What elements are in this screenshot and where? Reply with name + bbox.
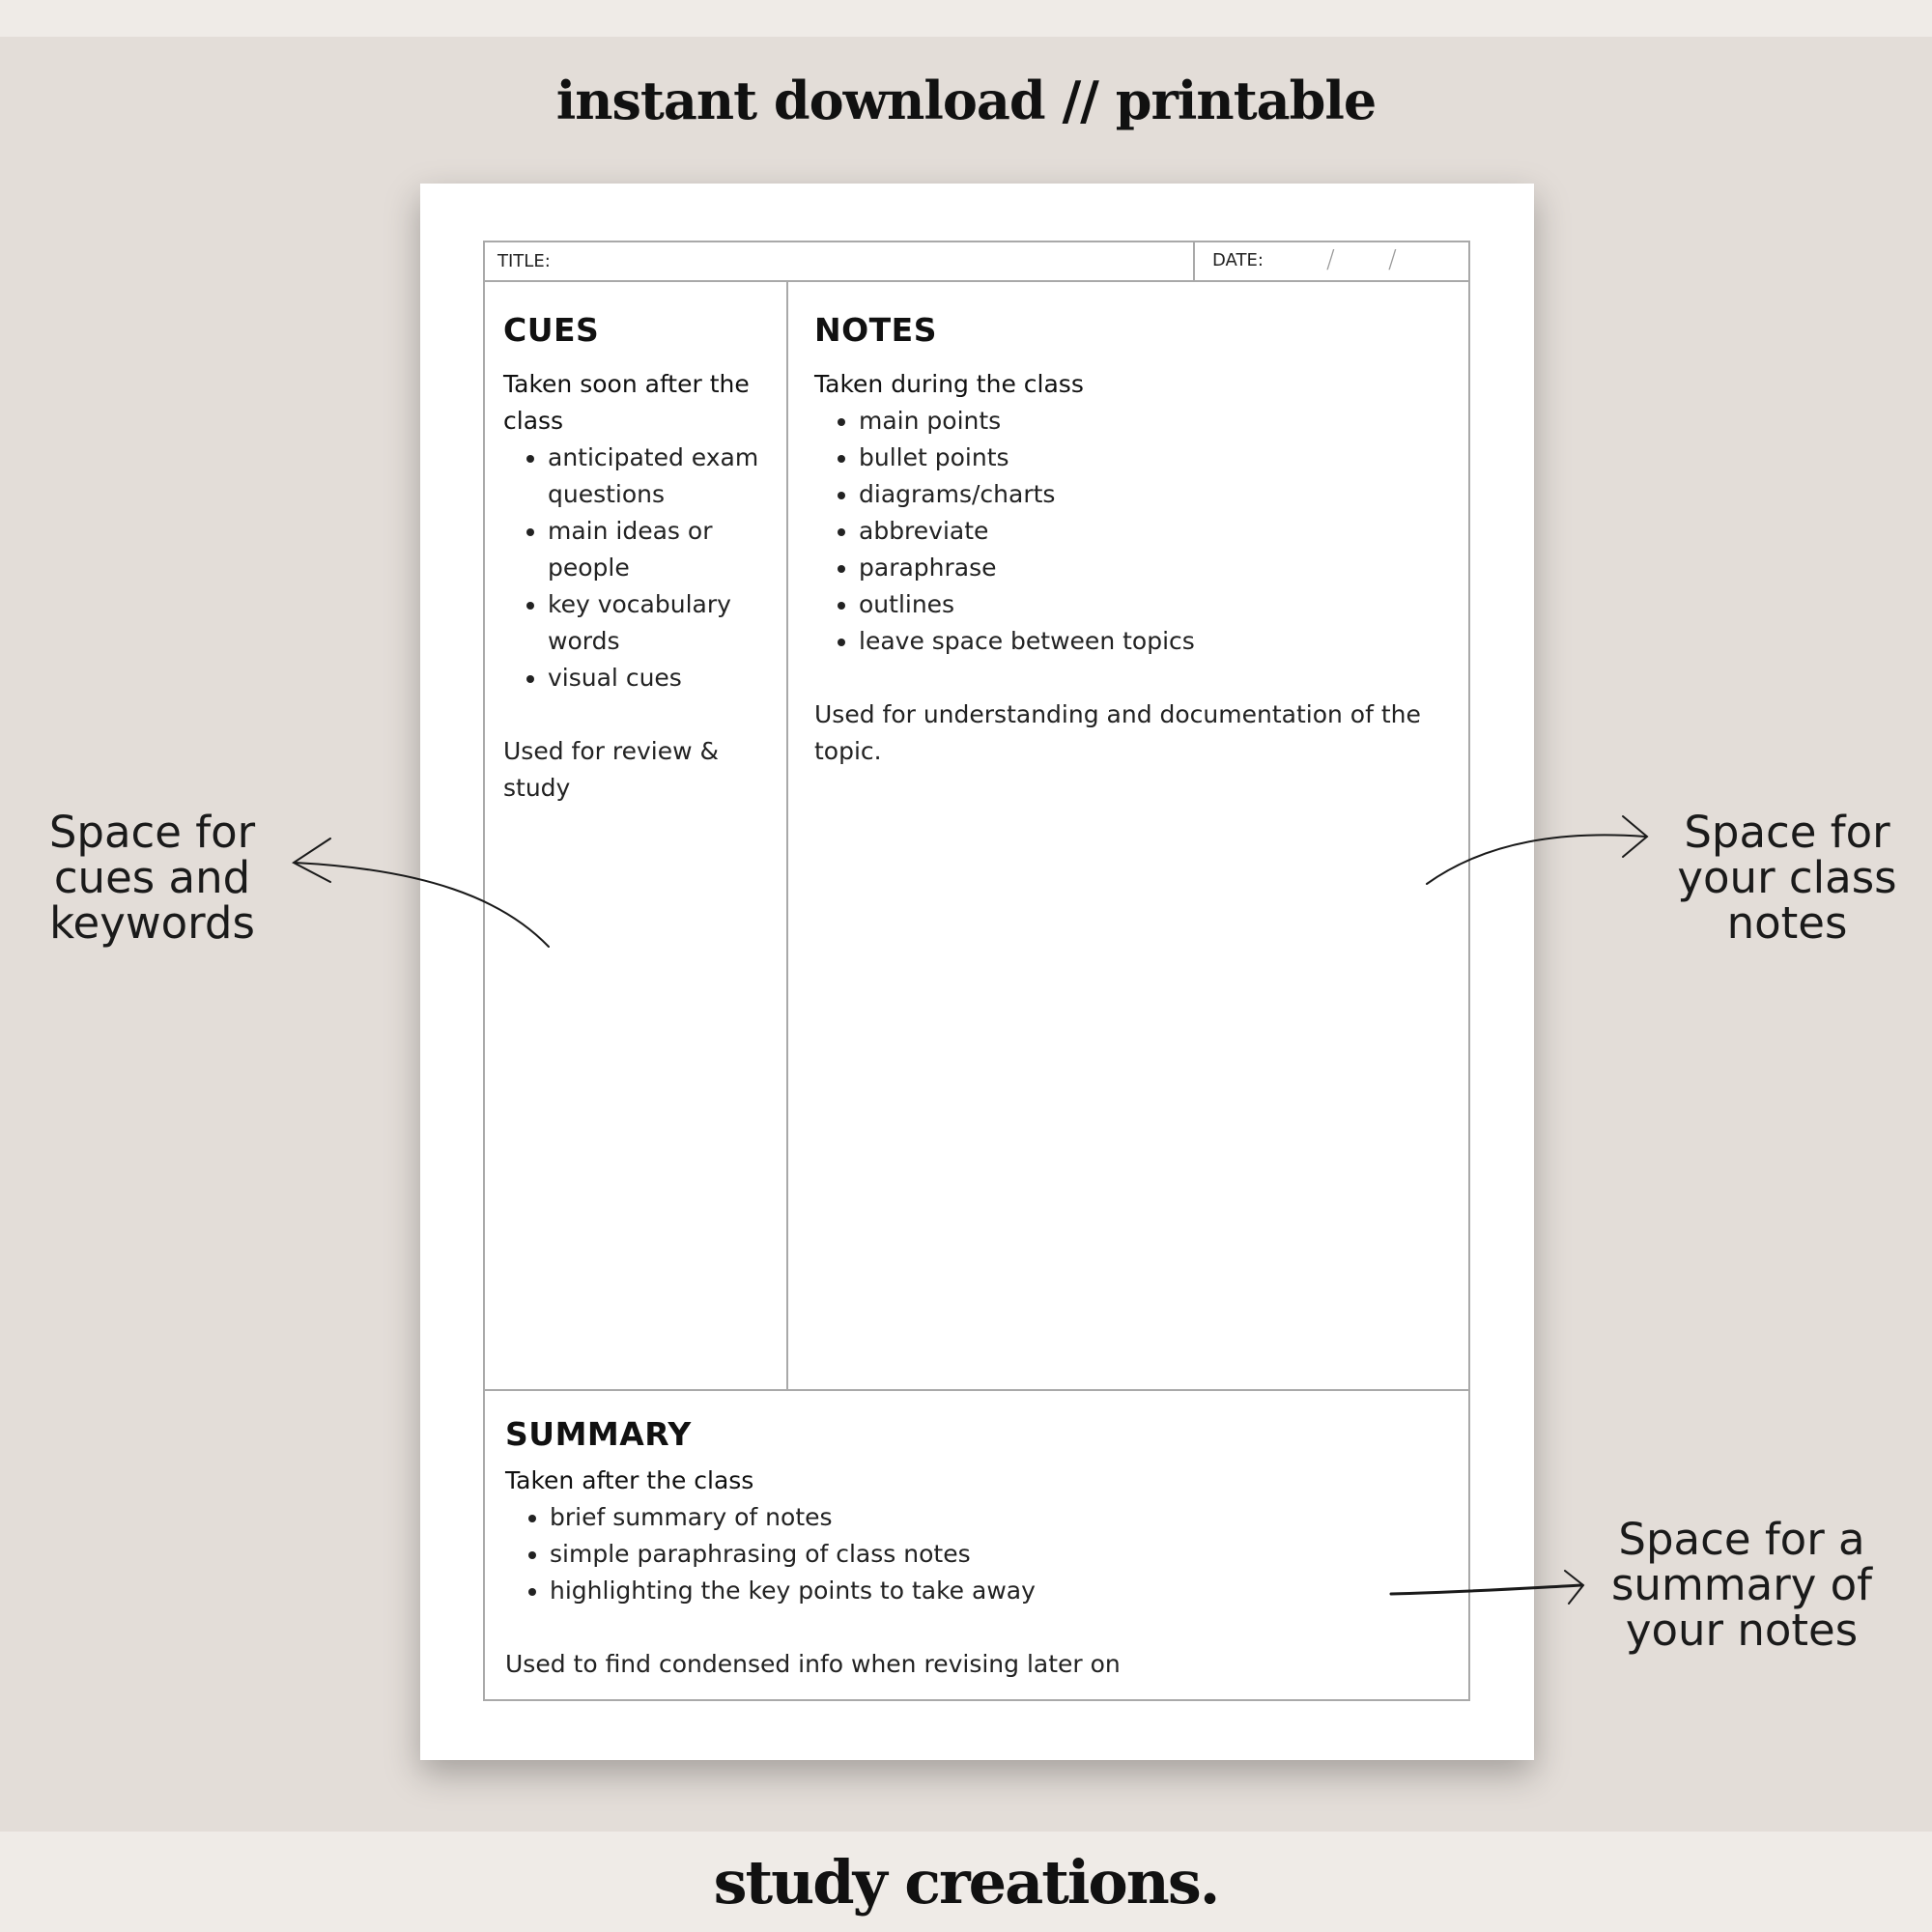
notes-footnote: Used for understanding and documentation of the topic. (814, 700, 1421, 765)
cornell-notes-sheet (420, 184, 1534, 1760)
arrowhead-summary-icon (1565, 1571, 1583, 1604)
callout-line: your notes (1625, 1605, 1859, 1656)
list-item: • abbreviate (859, 513, 1452, 550)
callout-line: your class (1677, 852, 1897, 903)
frame-left (483, 241, 485, 1701)
list-item: • highlighting the key points to take away (550, 1573, 1452, 1609)
callout-line: notes (1726, 897, 1848, 949)
list-item: • leave space between topics (859, 623, 1452, 660)
list-item: • paraphrase (859, 550, 1452, 586)
callout-summary (1592, 1514, 1891, 1656)
list-item: • main points (859, 403, 1452, 440)
callout-line: Space for (1684, 807, 1890, 858)
arrowhead-notes-icon (1623, 816, 1647, 857)
list-item: • brief summary of notes (550, 1499, 1452, 1536)
callout-line: Space for a (1618, 1514, 1865, 1565)
date-divider (1193, 241, 1195, 282)
frame-bottom (483, 1699, 1470, 1701)
callout-line: Space for (48, 807, 256, 858)
list-item: • diagrams/charts (859, 476, 1452, 513)
cues-subheading: Taken soon after the class (503, 370, 750, 435)
list-item: • main ideas or people (548, 513, 779, 586)
callout-line: summary of (1610, 1559, 1873, 1610)
cues-notes-divider (786, 280, 788, 1391)
list-item: • outlines (859, 586, 1452, 623)
summary-subheading: Taken after the class (505, 1466, 754, 1494)
list-item: • key vocabulary words (548, 586, 779, 660)
cues-footnote: Used for review & study (503, 737, 719, 802)
callout-cues (19, 807, 285, 949)
notes-heading: NOTES (814, 311, 937, 349)
list-item: • visual cues (548, 660, 779, 696)
frame-right (1468, 241, 1470, 1701)
list-item: • anticipated exam questions (548, 440, 779, 513)
date-label: DATE: (1212, 250, 1264, 270)
summary-list (505, 1499, 1452, 1609)
brand-name: study creations. (713, 1847, 1219, 1918)
summary-footnote: Used to find condensed info when revising later on (505, 1650, 1121, 1678)
callout-notes (1657, 807, 1918, 949)
list-item: • simple paraphrasing of class notes (550, 1536, 1452, 1573)
summary-heading: SUMMARY (505, 1415, 692, 1453)
date-separator: / (1388, 245, 1397, 274)
frame-top (483, 241, 1470, 242)
notes-list (814, 403, 1452, 660)
cues-list (503, 440, 779, 696)
cues-section (503, 311, 779, 807)
notes-section (814, 311, 1452, 770)
callout-line: cues and (53, 852, 251, 903)
date-separator: / (1326, 245, 1335, 274)
top-band (0, 0, 1932, 37)
list-item: • bullet points (859, 440, 1452, 476)
title-label: TITLE: (497, 251, 551, 271)
headline: instant download // printable (555, 70, 1377, 131)
summary-section (505, 1415, 1452, 1683)
summary-divider (483, 1389, 1470, 1391)
frame-header-bottom (483, 280, 1470, 282)
cues-heading: CUES (503, 311, 600, 349)
notes-subheading: Taken during the class (814, 370, 1084, 398)
callout-line: keywords (49, 897, 255, 949)
arrowhead-cues-icon (294, 838, 330, 882)
